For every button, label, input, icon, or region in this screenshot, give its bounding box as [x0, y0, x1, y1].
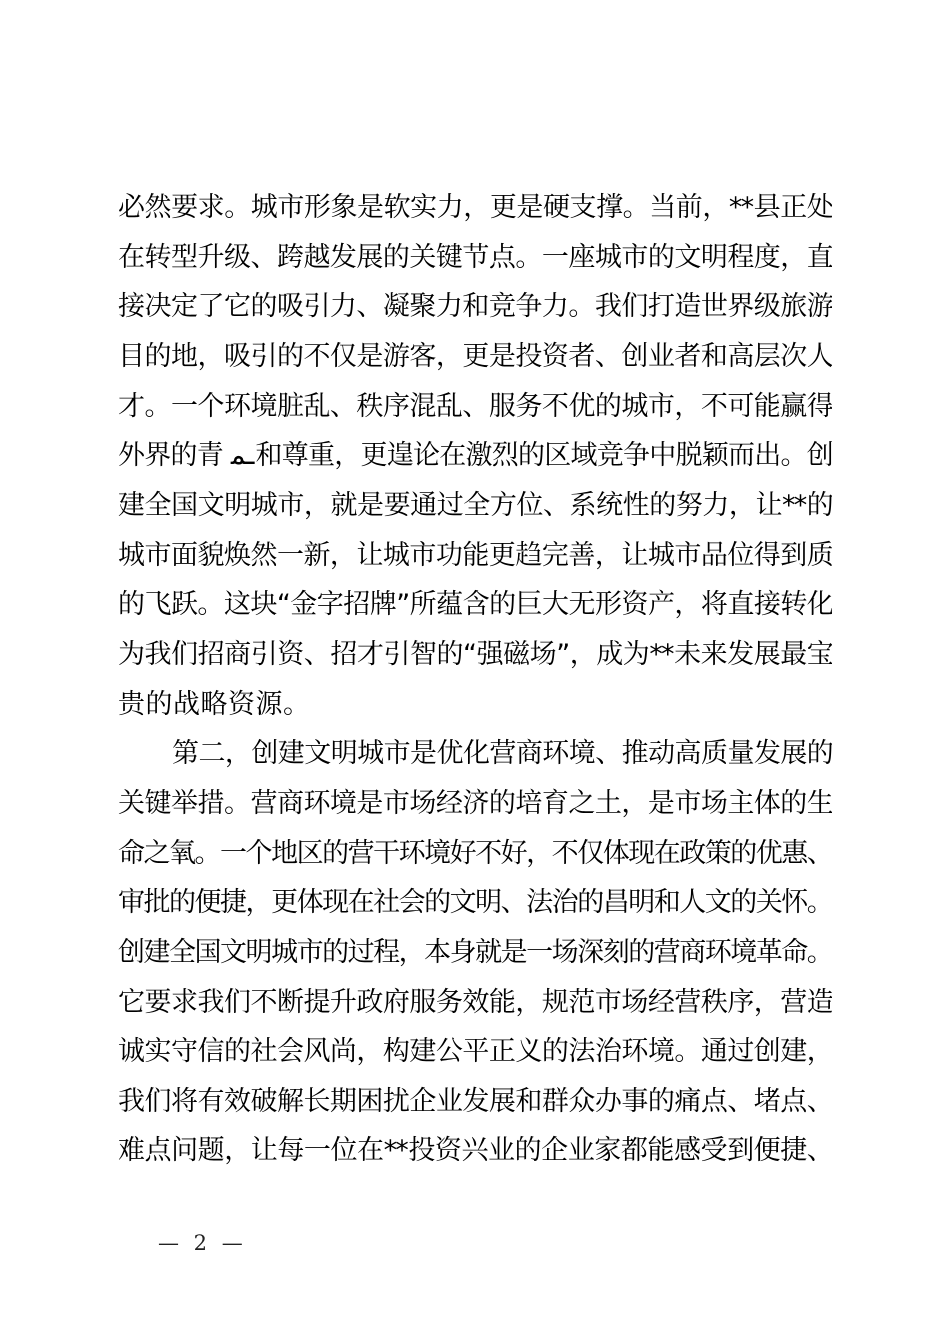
document-line: 城市面貌焕然一新，让城市功能更趋完善，让城市品位得到质 — [118, 539, 832, 571]
document-line: 难点问题，让每一位在**投资兴业的企业家都能感受到便捷、 — [118, 1135, 832, 1167]
document-line: 建全国文明城市，就是要通过全方位、系统性的努力，让**的 — [118, 489, 832, 521]
document-line: 审批的便捷，更体现在社会的文明、法治的昌明和人文的关怀。 — [118, 887, 832, 919]
document-line: 命之氧。一个地区的营干环境好不好，不仅体现在政策的优惠、 — [118, 837, 832, 869]
document-line: 创建全国文明城市的过程，本身就是一场深刻的营商环境革命。 — [118, 936, 832, 968]
document-line: 为我们招商引资、招才引智的“强磁场”，成为**未来发展最宝 — [118, 638, 832, 670]
page-number: — 2 — — [158, 1231, 244, 1255]
document-line: 才。一个环境脏乱、秩序混乱、服务不优的城市，不可能赢得 — [118, 390, 832, 422]
document-line: 接决定了它的吸引力、凝聚力和竞争力。我们打造世界级旅游 — [118, 291, 832, 323]
document-line: 外界的青 ـﻤ和尊重，更遑论在激烈的区域竞争中脱颖而出。创 — [118, 440, 832, 472]
document-line: 目的地，吸引的不仅是游客，更是投资者、创业者和高层次人 — [118, 340, 832, 372]
document-line: 关键举措。营商环境是市场经济的培育之土，是市场主体的生 — [118, 787, 832, 819]
document-line: 必然要求。城市形象是软实力，更是硬支撑。当前，**县正处 — [118, 192, 832, 223]
document-line: 诚实守信的社会风尚，构建公平正义的法治环境。通过创建， — [118, 1036, 832, 1068]
document-line: 我们将有效破解长期困扰企业发展和群众办事的痛点、堵点、 — [118, 1085, 832, 1117]
document-line-paragraph-start: 第二，创建文明城市是优化营商环境、推动高质量发展的 — [172, 738, 832, 770]
document-line: 的飞跃。这块“金字招牌”所蕴含的巨大无形资产，将直接转化 — [118, 589, 832, 621]
document-line-paragraph-end: 贵的战略资源。 — [118, 688, 311, 720]
document-body — [118, 183, 832, 1176]
document-line: 在转型升级、跨越发展的关键节点。一座城市的文明程度，直 — [118, 241, 832, 273]
document-line: 它要求我们不断提升政府服务效能，规范市场经营秩序，营造 — [118, 986, 832, 1018]
